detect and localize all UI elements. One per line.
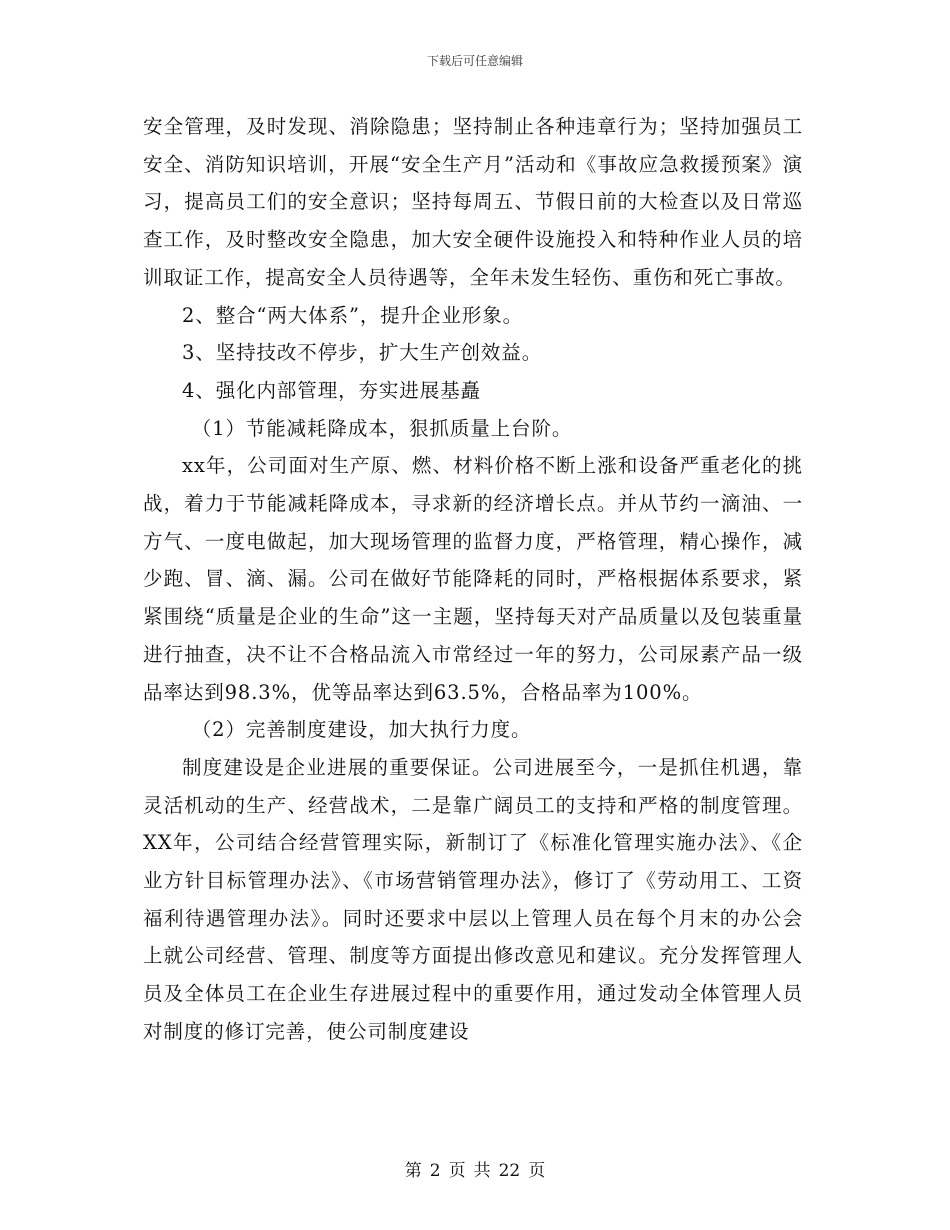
paragraph-subheading-1: （1）节能减耗降成本，狠抓质量上台阶。 (191, 416, 573, 440)
footer-label-after: 页 (528, 1161, 546, 1181)
paragraph-energy-saving: xx年，公司面对生产原、燃、材料价格不断上涨和设备严重老化的挑战，着力于节能减耗降成本，寻求新的经济增长点。并从节约一滴油、一方气、一度电做起，加大现场管理的监督力度，严格管理，精心操作，减少跑、冒、滴、漏。公司在做好节能降耗的同时，严格根据体系要求，紧紧围绕“质量是企业的生命”这一主题，坚持每天对产品质量以及包装重量进行抽查，决不让不合格品流入市常经过一年的努力，公司尿素产品一级品率达到98.3%，优等品率达到63.5%，合格品率为100%。 (143, 454, 803, 704)
paragraph-subheading-2: （2）完善制度建设，加大执行力度。 (191, 718, 532, 742)
footer-total-pages: 22 (498, 1161, 521, 1181)
footer-label-before: 第 (404, 1161, 422, 1181)
page-header (0, 52, 950, 69)
header-text: 下载后可任意编辑 (426, 54, 523, 68)
paragraph-item-3: 3、坚持技改不停步，扩大生产创效益。 (182, 341, 543, 365)
paragraph-system-building: 制度建设是企业进展的重要保证。公司进展至今，一是抓住机遇，靠灵活机动的生产、经营战术，二是靠广阔员工的支持和严格的制度管理。XX年，公司结合经营管理实际，新制订了《标准化管理实施办法》、《企业方针目标管理办法》、《市场营销管理办法》，修订了《劳动用工、工资福利待遇管理办法》。同时还要求中层以上管理人员在每个月末的办公会上就公司经营、管理、制度等方面提出修改意见和建议。充分发挥管理人员及全体员工在企业生存进展过程中的重要作用，通过发动全体管理人员对制度的修订完善，使公司制度建设 (143, 755, 803, 1043)
footer-label-middle: 页 (448, 1161, 466, 1181)
paragraph-safety-management: 安全管理，及时发现、消除隐患；坚持制止各种违章行为；坚持加强员工安全、消防知识培训，开展“安全生产月”活动和《事故应急救援预案》演习，提高员工们的安全意识；坚持每周五、节假日前的大检查以及日常巡查工作，及时整改安全隐患，加大安全硬件设施投入和特种作业人员的培训取证工作，提高安全人员待遇等，全年未发生轻伤、重伤和死亡事故。 (143, 115, 803, 289)
footer-page-number: 2 (429, 1161, 441, 1181)
page-footer (0, 1156, 950, 1181)
footer-label-total: 共 (473, 1161, 491, 1181)
document-body (143, 108, 803, 1051)
paragraph-item-4: 4、强化内部管理，夯实进展基矗 (182, 378, 481, 402)
paragraph-item-2: 2、整合“两大体系”，提升企业形象。 (182, 303, 524, 327)
